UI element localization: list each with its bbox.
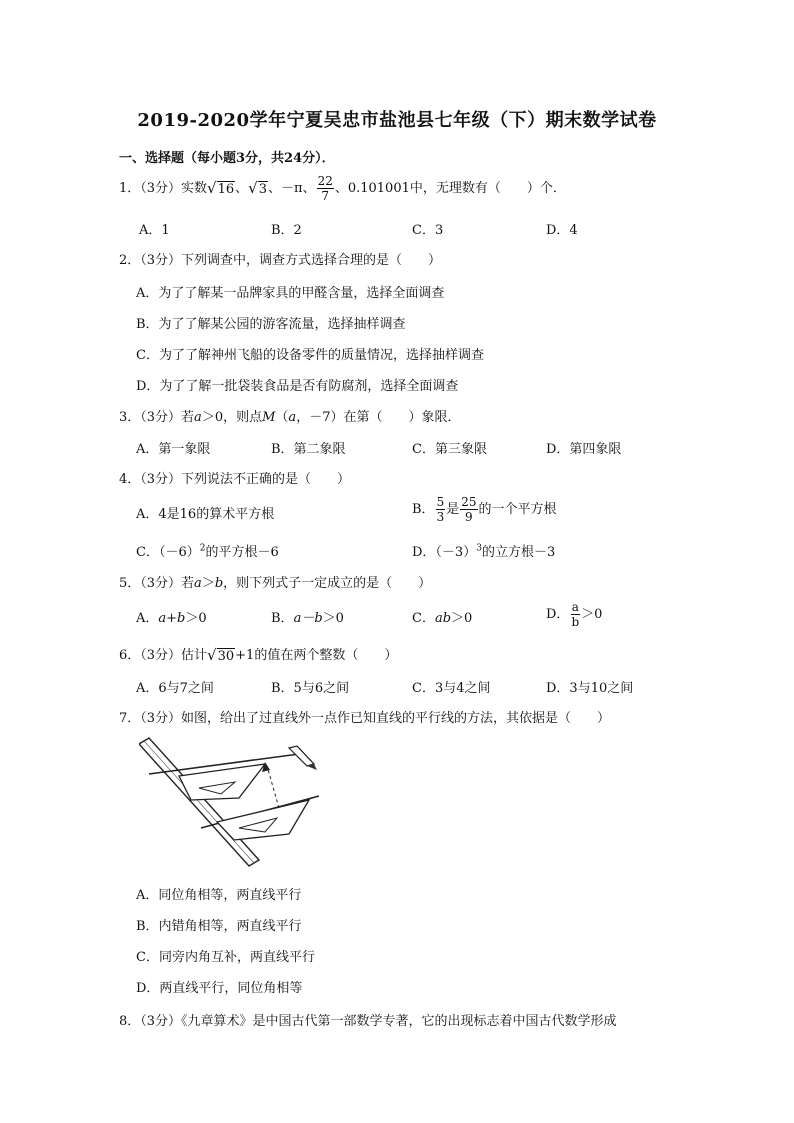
fraction-25-9: $\frac{25}{9}$ — [461, 495, 477, 524]
q7-option-b: B．内错角相等，两直线平行 — [136, 919, 302, 934]
question-8-stem: 8．（3分）《九章算术》是中国古代第一部数学专著，它的出现标志着中国古代数学形成 — [119, 1014, 617, 1029]
q5-option-d: D． $\frac{a}{b}$ ＞0 — [546, 600, 603, 629]
q6-option-c: C．3与4之间 — [412, 681, 491, 696]
q2-option-c: C．为了了解神州飞船的设备零件的质量情况，选择抽样调查 — [136, 348, 484, 363]
q2-option-a: A．为了了解某一品牌家具的甲醛含量，选择全面调查 — [136, 286, 445, 301]
q3-option-c: C．第三象限 — [412, 442, 487, 457]
q3-option-d: D．第四象限 — [546, 442, 622, 457]
q3-option-a: A．第一象限 — [136, 442, 211, 457]
q4-option-d: D．$(-3)^3$的立方根－3 — [412, 543, 556, 560]
lower-set-square — [217, 800, 309, 840]
upper-set-square — [179, 764, 265, 800]
q5-option-a: A．a+b＞0 — [136, 611, 207, 626]
q2-option-b: B．为了了解某公园的游客流量，选择抽样调查 — [136, 317, 406, 332]
question-1-stem: 1．（3分）实数 √ 16 、 √ 3 、－π、 $\frac{22}{7}$ 、0.101001中，无理数有（ ）个． — [119, 174, 566, 203]
q4-option-b: B． $\frac{5}{3}$ 是 $\frac{25}{9}$ 的一个平方根 — [412, 495, 557, 524]
fraction-a-b: $\frac{a}{b}$ — [571, 600, 580, 629]
pencil-icon — [289, 746, 317, 770]
fraction-5-3: $\frac{5}{3}$ — [436, 495, 445, 524]
q4-option-c: C．$(-6)^2$的平方根－6 — [136, 543, 279, 560]
sqrt-30: √ 30 — [207, 646, 235, 664]
page-title: 2019-2020学年宁夏吴忠市盐池县七年级（下）期末数学试卷 — [137, 110, 657, 131]
question-5-stem: 5．（3分）若a＞b，则下列式子一定成立的是（ ） — [119, 576, 432, 591]
q1-option-d: D．4 — [546, 223, 578, 238]
q3-option-b: B．第二象限 — [271, 442, 346, 457]
set-square-parallel-figure — [139, 736, 324, 868]
q6-option-b: B．5与6之间 — [271, 681, 350, 696]
q6-option-d: D．3与10之间 — [546, 681, 634, 696]
q2-option-d: D．为了了解一批袋装食品是否有防腐剂，选择全面调查 — [136, 379, 459, 394]
question-6-stem: 6．（3分）估计 √ 30 +1的值在两个整数（ ） — [119, 646, 398, 664]
question-3-stem: 3．（3分）若a＞0，则点M（a，－7）在第（ ）象限． — [119, 410, 461, 425]
q1-option-b: B．2 — [271, 223, 302, 238]
translation-dashed-line — [267, 766, 279, 808]
set-square-diagram — [139, 736, 324, 868]
sqrt-3: √ 3 — [248, 179, 268, 197]
q5-option-b: B．a－b＞0 — [271, 611, 344, 626]
q5-option-c: C．ab＞0 — [412, 611, 473, 626]
q1-option-c: C．3 — [412, 223, 444, 238]
q4-option-a: A．4是16的算术平方根 — [136, 507, 275, 522]
q7-option-a: A．同位角相等，两直线平行 — [136, 888, 302, 903]
fraction-22-7: $\frac{22}{7}$ — [317, 174, 333, 203]
q7-option-c: C．同旁内角互补，两直线平行 — [136, 950, 315, 965]
question-2-stem: 2．（3分）下列调查中，调查方式选择合理的是（ ） — [119, 253, 442, 268]
sqrt-16: √ 16 — [207, 179, 235, 197]
q1-option-a: A．1 — [139, 223, 170, 238]
q6-option-a: A．6与7之间 — [136, 681, 214, 696]
q7-option-d: D．两直线平行，同位角相等 — [136, 981, 303, 996]
question-4-stem: 4．（3分）下列说法不正确的是（ ） — [119, 472, 351, 487]
section-heading: 一、选择题（每小题3分，共24分）． — [119, 151, 335, 166]
question-7-stem: 7．（3分）如图，给出了过直线外一点作已知直线的平行线的方法，其依据是（ ） — [119, 711, 611, 726]
